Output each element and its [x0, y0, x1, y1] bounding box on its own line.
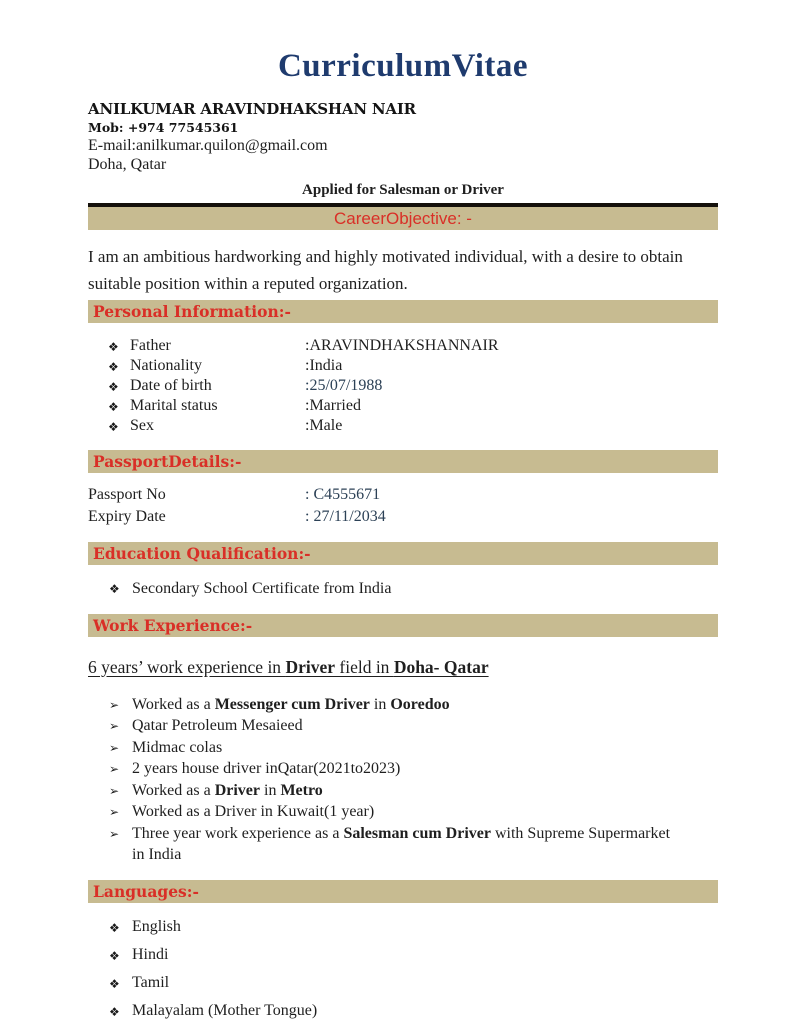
list-item-text [132, 737, 222, 759]
passport-details-list [88, 484, 718, 528]
work-experience-list [88, 694, 718, 866]
field-label: Father [130, 337, 171, 354]
list-item-text [132, 694, 450, 716]
list-item-text [132, 823, 677, 866]
diamond-bullet-icon: ❖ [109, 582, 120, 596]
arrow-bullet-icon: ➢ [109, 740, 120, 755]
diamond-bullet-icon: ❖ [108, 340, 119, 354]
text: Midmac colas [132, 738, 223, 756]
list-item-text [132, 780, 323, 802]
arrow-bullet-icon: ➢ [109, 805, 120, 819]
text: Three year work experience as a [132, 824, 344, 842]
list-item-text: Malayalam (Mother Tongue) [132, 1001, 318, 1019]
list-item [88, 823, 718, 866]
list-item [88, 694, 718, 716]
section-heading-work-experience: Work Experience:- [88, 614, 718, 637]
field-value: : 27/11/2034 [305, 508, 386, 525]
list-item [88, 945, 718, 965]
list-item-text: English [132, 917, 181, 935]
diamond-bullet-icon: ❖ [108, 400, 119, 414]
diamond-bullet-icon: ❖ [108, 360, 119, 374]
list-item-text: Secondary School Certificate from India [132, 580, 392, 597]
info-row [88, 396, 718, 416]
list-item [88, 737, 718, 759]
text: field in [335, 656, 394, 677]
arrow-bullet-icon: ➢ [109, 762, 120, 776]
list-item-text [132, 801, 374, 823]
list-item-text: Tamil [132, 973, 170, 991]
applied-for-line: Applied for Salesman or Driver [302, 182, 504, 198]
personal-information-list [88, 336, 718, 436]
list-item [88, 758, 718, 780]
section-heading-career-objective: CareerObjective: - [88, 203, 718, 230]
field-value: :ARAVINDHAKSHANNAIR [305, 337, 499, 354]
section-heading-personal-information: Personal Information:- [88, 300, 718, 323]
text: Qatar Petroleum Mesaieed [132, 717, 303, 734]
bold-text: Salesman cum Driver [343, 824, 491, 842]
field-value: :Married [305, 397, 361, 414]
list-item-text: Hindi [132, 945, 169, 963]
list-item [88, 1001, 718, 1021]
field-label: Passport No [88, 486, 166, 503]
list-item [88, 578, 718, 600]
diamond-bullet-icon: ❖ [109, 948, 120, 963]
page-title: CurriculumVitae [277, 48, 529, 84]
diamond-bullet-icon: ❖ [109, 976, 120, 991]
career-objective-text: I am an ambitious hardworking and highly motivated individual, with a desire to obtain suitable position within a reputed organization. [88, 247, 683, 293]
arrow-bullet-icon: ➢ [109, 697, 120, 712]
list-item-text [132, 715, 303, 737]
diamond-bullet-icon: ❖ [108, 420, 119, 434]
info-row [88, 356, 718, 376]
text: Worked as a Driver in Kuwait(1 year) [132, 803, 375, 820]
field-label: Date of birth [130, 377, 212, 394]
list-item [88, 917, 718, 937]
bold-text: Driver [214, 781, 260, 799]
field-value: :25/07/1988 [305, 377, 383, 394]
diamond-bullet-icon: ❖ [109, 920, 120, 935]
text: Worked as a [132, 695, 215, 713]
field-value: :Male [305, 417, 343, 434]
section-heading-passport-details: PassportDetails:- [88, 450, 718, 473]
arrow-bullet-icon: ➢ [109, 826, 120, 841]
bold-text: Ooredoo [390, 695, 450, 713]
field-label: Marital status [130, 397, 218, 414]
section-heading-languages: Languages:- [88, 880, 718, 903]
work-experience-summary [88, 656, 718, 678]
mobile-number: Mob: +974 77545361 [88, 120, 239, 135]
arrow-bullet-icon: ➢ [109, 783, 120, 798]
text: 6 years’ work experience in [88, 656, 286, 677]
bold-text: Messenger cum Driver [214, 695, 370, 713]
bold-text: Doha- Qatar [393, 656, 489, 677]
info-row [88, 416, 718, 436]
field-label: Expiry Date [88, 508, 166, 525]
field-label: Sex [130, 417, 154, 434]
field-label: Nationality [130, 357, 202, 374]
list-item [88, 801, 718, 823]
languages-list [88, 917, 718, 1021]
arrow-bullet-icon: ➢ [109, 719, 120, 733]
list-item [88, 715, 718, 737]
text: Worked as a [132, 781, 215, 799]
info-row [88, 376, 718, 396]
bold-text: Metro [280, 781, 323, 799]
bold-text: Driver [285, 656, 335, 677]
list-item-text [132, 758, 400, 780]
text: with Supreme Supermarket in India [132, 824, 671, 863]
section-heading-education: Education Qualification:- [88, 542, 718, 565]
field-value: : C4555671 [305, 486, 381, 503]
list-item [88, 973, 718, 993]
text: in [369, 695, 391, 713]
diamond-bullet-icon: ❖ [108, 380, 119, 394]
candidate-name: ANILKUMAR ARAVINDHAKSHAN NAIR [88, 100, 416, 118]
education-list [88, 578, 718, 600]
email-address: E-mail:anilkumar.quilon@gmail.com [88, 137, 328, 154]
info-row [88, 484, 718, 506]
text: 2 years house driver inQatar(2021to2023) [132, 760, 401, 777]
field-value: :India [305, 357, 343, 374]
location: Doha, Qatar [88, 156, 167, 173]
info-row [88, 336, 718, 356]
info-row [88, 506, 718, 528]
list-item [88, 780, 718, 802]
text: in [260, 781, 281, 799]
diamond-bullet-icon: ❖ [109, 1004, 120, 1019]
